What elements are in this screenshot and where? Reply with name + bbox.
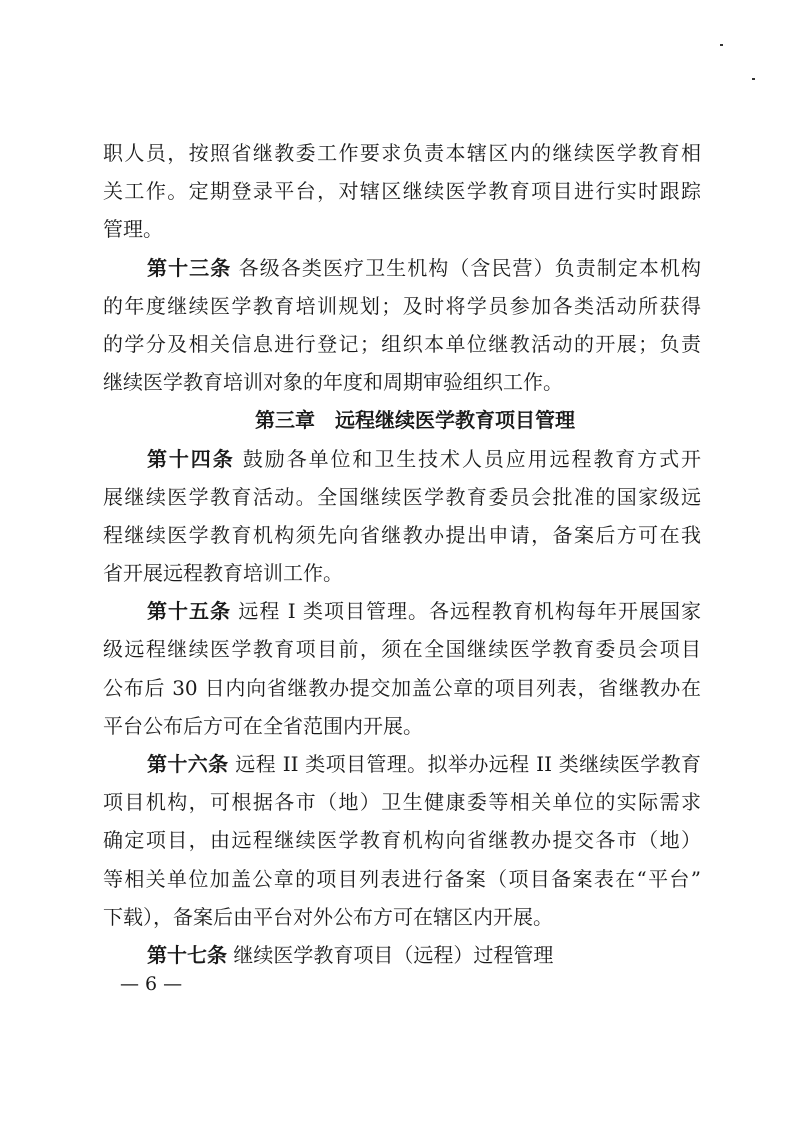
text-line [103,707,701,745]
article-line [103,440,701,478]
line-text: 下载），备案后由平台对外公布方可在辖区内开展。 [103,904,553,929]
line-text: 职人员，按照省继教委工作要求负责本辖区内的继续医学教育相 [103,141,701,165]
line-text: 远程 I 类项目管理。各远程教育机构每年开展国家 [231,599,702,624]
text-line [103,210,701,248]
text-line [103,134,701,172]
article-number: 第十三条 [147,255,232,280]
document-body [103,134,701,974]
line-text: 平台公布后方可在全省范围内开展。 [103,713,423,738]
line-text: 管理。 [103,217,163,242]
text-line [103,860,701,898]
text-line [103,325,701,363]
article-number: 第十五条 [147,599,232,624]
article-number: 第十四条 [147,446,235,471]
line-text: 省开展远程教育培训工作。 [103,561,343,586]
line-text: 等相关单位加盖公章的项目列表进行备案（项目备案表在“平台” [103,866,701,891]
page-number: — 6 — [120,973,183,995]
article-line [103,592,701,630]
text-line [103,898,701,936]
article-line [103,745,701,783]
line-text: 远程 II 类项目管理。拟举办远程 II 类继续医学教育 [228,752,701,776]
text-line [103,630,701,668]
text-line [103,478,701,516]
text-line [103,554,701,592]
line-text: 公布后 30 日内向省继教办提交加盖公章的项目列表，省继教办在 [103,675,701,700]
line-text: 继续医学教育培训对象的年度和周期审验组织工作。 [103,370,563,395]
line-text: 确定项目，由远程继续医学教育机构向省继教办提交各市（地） [103,828,701,853]
text-line [103,287,701,325]
article-line [103,936,701,974]
text-line [103,669,701,707]
scan-speck [752,78,755,80]
text-line [103,516,701,554]
line-text: 的年度继续医学教育培训规划；及时将学员参加各类活动所获得 [103,293,701,318]
line-text: 各级各类医疗卫生机构（含民营）负责制定本机构 [231,255,702,280]
line-text: 的学分及相关信息进行登记；组织本单位继教活动的开展；负责 [103,331,701,356]
text-line [103,172,701,210]
line-text: 继续医学教育项目（远程）过程管理 [227,942,554,967]
line-text: 程继续医学教育机构须先向省继教办提出申请，备案后方可在我 [103,522,701,547]
line-text: 关工作。定期登录平台，对辖区继续医学教育项目进行实时跟踪 [103,179,701,204]
line-text: 级远程继续医学教育项目前，须在全国继续医学教育委员会项目 [103,637,701,662]
article-number: 第十七条 [147,942,227,967]
line-text: 项目机构，可根据各市（地）卫生健康委等相关单位的实际需求 [103,790,701,815]
text-line [103,783,701,821]
article-number: 第十六条 [147,752,229,776]
text-line [103,363,701,401]
line-text: 展继续医学教育活动。全国继续医学教育委员会批准的国家级远 [103,484,701,509]
article-line [103,249,701,287]
text-line [103,821,701,859]
scan-speck [720,44,723,46]
line-text: 鼓励各单位和卫生技术人员应用远程教育方式开 [234,446,702,471]
chapter-heading: 第三章 远程继续医学教育项目管理 [255,408,575,433]
